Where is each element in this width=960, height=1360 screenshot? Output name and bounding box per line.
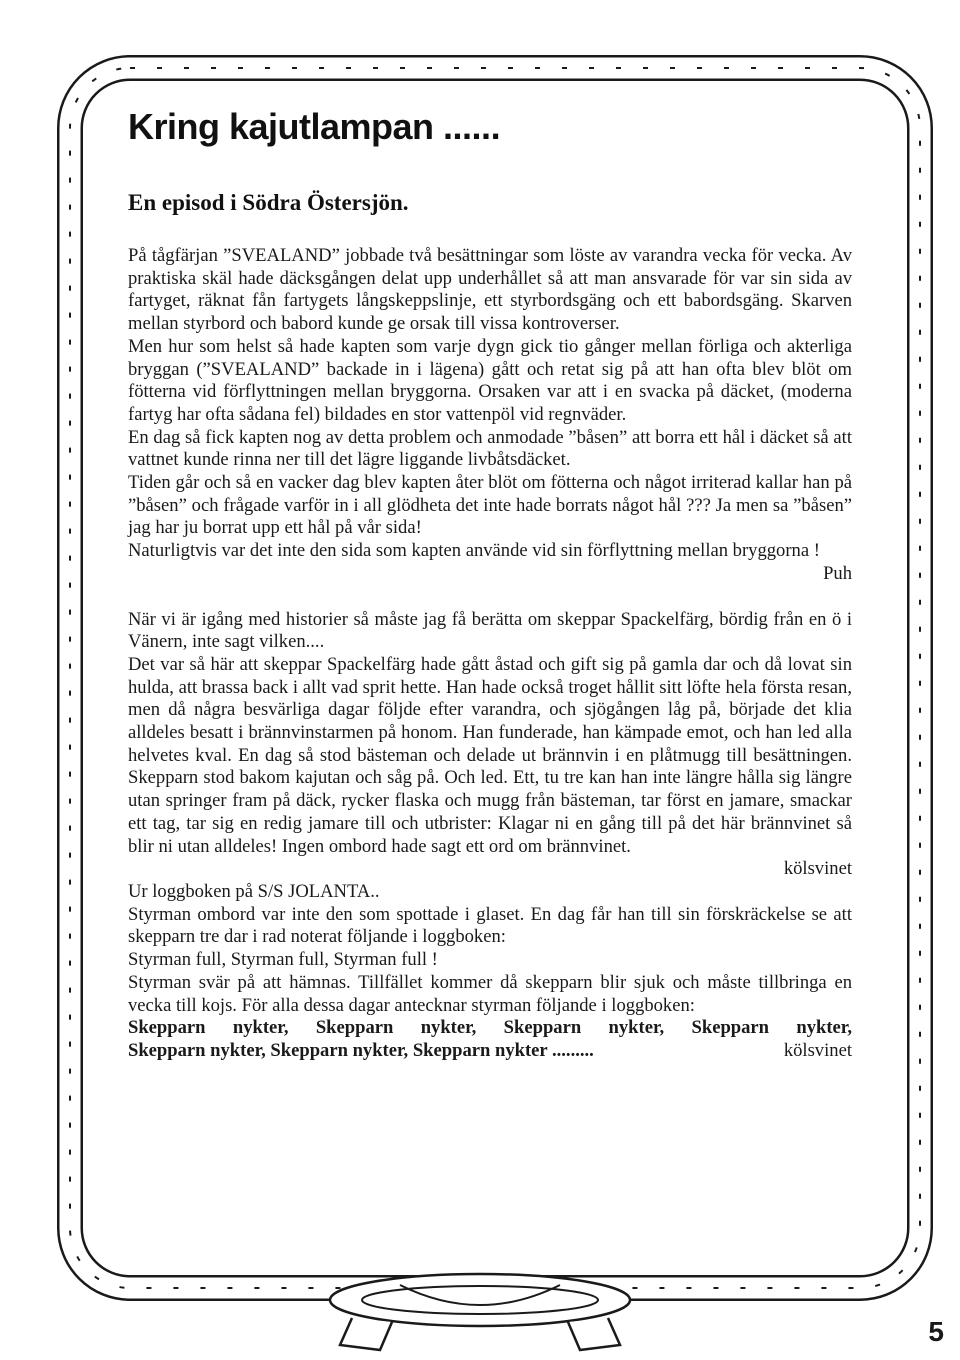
log-entry-line: Skepparn nykter, Skepparn nykter, Skepparn nykter .........	[128, 1039, 594, 1061]
signature-puh: Puh	[823, 562, 852, 584]
log-entry-line: Skepparn nykter, Skepparn nykter, Skepparn nykter, Skepparn nykter,	[128, 1017, 852, 1039]
paragraph: Naturligtvis var det inte den sida som kapten använde vid sin förflyttning mellan bryggorna !	[128, 540, 820, 562]
article-body	[128, 245, 852, 1063]
paragraph: Styrman full, Styrman full, Styrman full !	[128, 949, 438, 971]
article-subtitle: En episod i Södra Östersjön.	[128, 190, 409, 215]
page-title: Kring kajutlampan ......	[128, 106, 501, 147]
signature-kolsvinet: kölsvinet	[783, 858, 852, 880]
log-entry-last	[128, 1040, 852, 1063]
paragraph: Tiden går och så en vacker dag blev kapten åter blöt om fötterna och något irriterad kallar han på ”båsen” och frågade varför in i all glödheta det inte hade borrats något hål ??? Ja men sa ”båsen” jag har ju borrat upp ett hål på vår sida!	[128, 472, 852, 539]
signature-kolsvinet: kölsvinet	[783, 1039, 852, 1061]
rope-knot-icon	[330, 1274, 630, 1350]
paragraph: På tågfärjan ”SVEALAND” jobbade två besättningar som löste av varandra vecka för vecka. Av praktiska skäl hade däcksgången delat upp underhållet så att man ansvarade för var sin sida av fartyget, räknat fån fartygets långskeppslinje, ett styrbordsgäng och ett babordsgäng. Skarven mellan styrbord och babord kunde ge orsak till vissa kontroverser.	[128, 245, 852, 335]
paragraph: Det var så här att skeppar Spackelfärg hade gått åstad och gift sig på gamla dar och då lovat sin hulda, att brassa back i allt vad sprit hette. Han hade också troget hållit sitt löfte hela första resan, men då några besvärliga dagar följde efter varandra, och sjögången låg på, började det klia alldeles besatt i brännvinstarmen på honom. Han funderade, han kämpade emot, och han led alla helvetes kval. En dag så stod bästeman och delade ut brännvin i en plåtmugg till besättningen. Skepparn stod bakom kajutan och såg på. Och led. Ett, tu tre kan han inte längre hålla sig längre utan springer fram på däck, rycker flaska och mugg från bästeman, tar först en jamare, smackar ett tag, tar sig en redig jamare till och utbrister: Klagar ni en gång till på det här brännvinet så blir ni utan alldeles! Ingen ombord hade sagt ett ord om brännvinet.	[128, 653, 852, 857]
paragraph: Styrman svär på att hämnas. Tillfället kommer då skepparn blir sjuk och måste tillbringa en vecka till kojs. För alla dessa dagar antecknar styrman följande i loggboken:	[128, 971, 852, 1016]
page-number: 5	[928, 1316, 944, 1347]
paragraph: Styrman ombord var inte den som spottade i glaset. En dag får han till sin förskräckelse se att skepparn tre dar i rad noterat följande i loggboken:	[128, 903, 852, 948]
paragraph: En dag så fick kapten nog av detta problem och anmodade ”båsen” att borra ett hål i däcket så att vattnet kunde rinna ner till det lägre liggande livbåtsdäcket.	[128, 426, 852, 471]
paragraph: När vi är igång med historier så måste jag få berätta om skeppar Spackelfärg, bördig från en ö i Vänern, inte sagt vilken....	[128, 608, 852, 653]
paragraph: Ur loggboken på S/S JOLANTA..	[128, 880, 380, 902]
paragraph: Men hur som helst så hade kapten som varje dygn gick tio gånger mellan förliga och akterliga bryggan (”SVEALAND” backade in i lägena) gått och retat sig på att han ofta blev blöt om fötterna vid förflyttningen mellan bryggorna. Orsaken var att i en svacka på däcket, (moderna fartyg har ofta sådana fel) bildades en stor vattenpöl vid regnväder.	[128, 335, 852, 425]
